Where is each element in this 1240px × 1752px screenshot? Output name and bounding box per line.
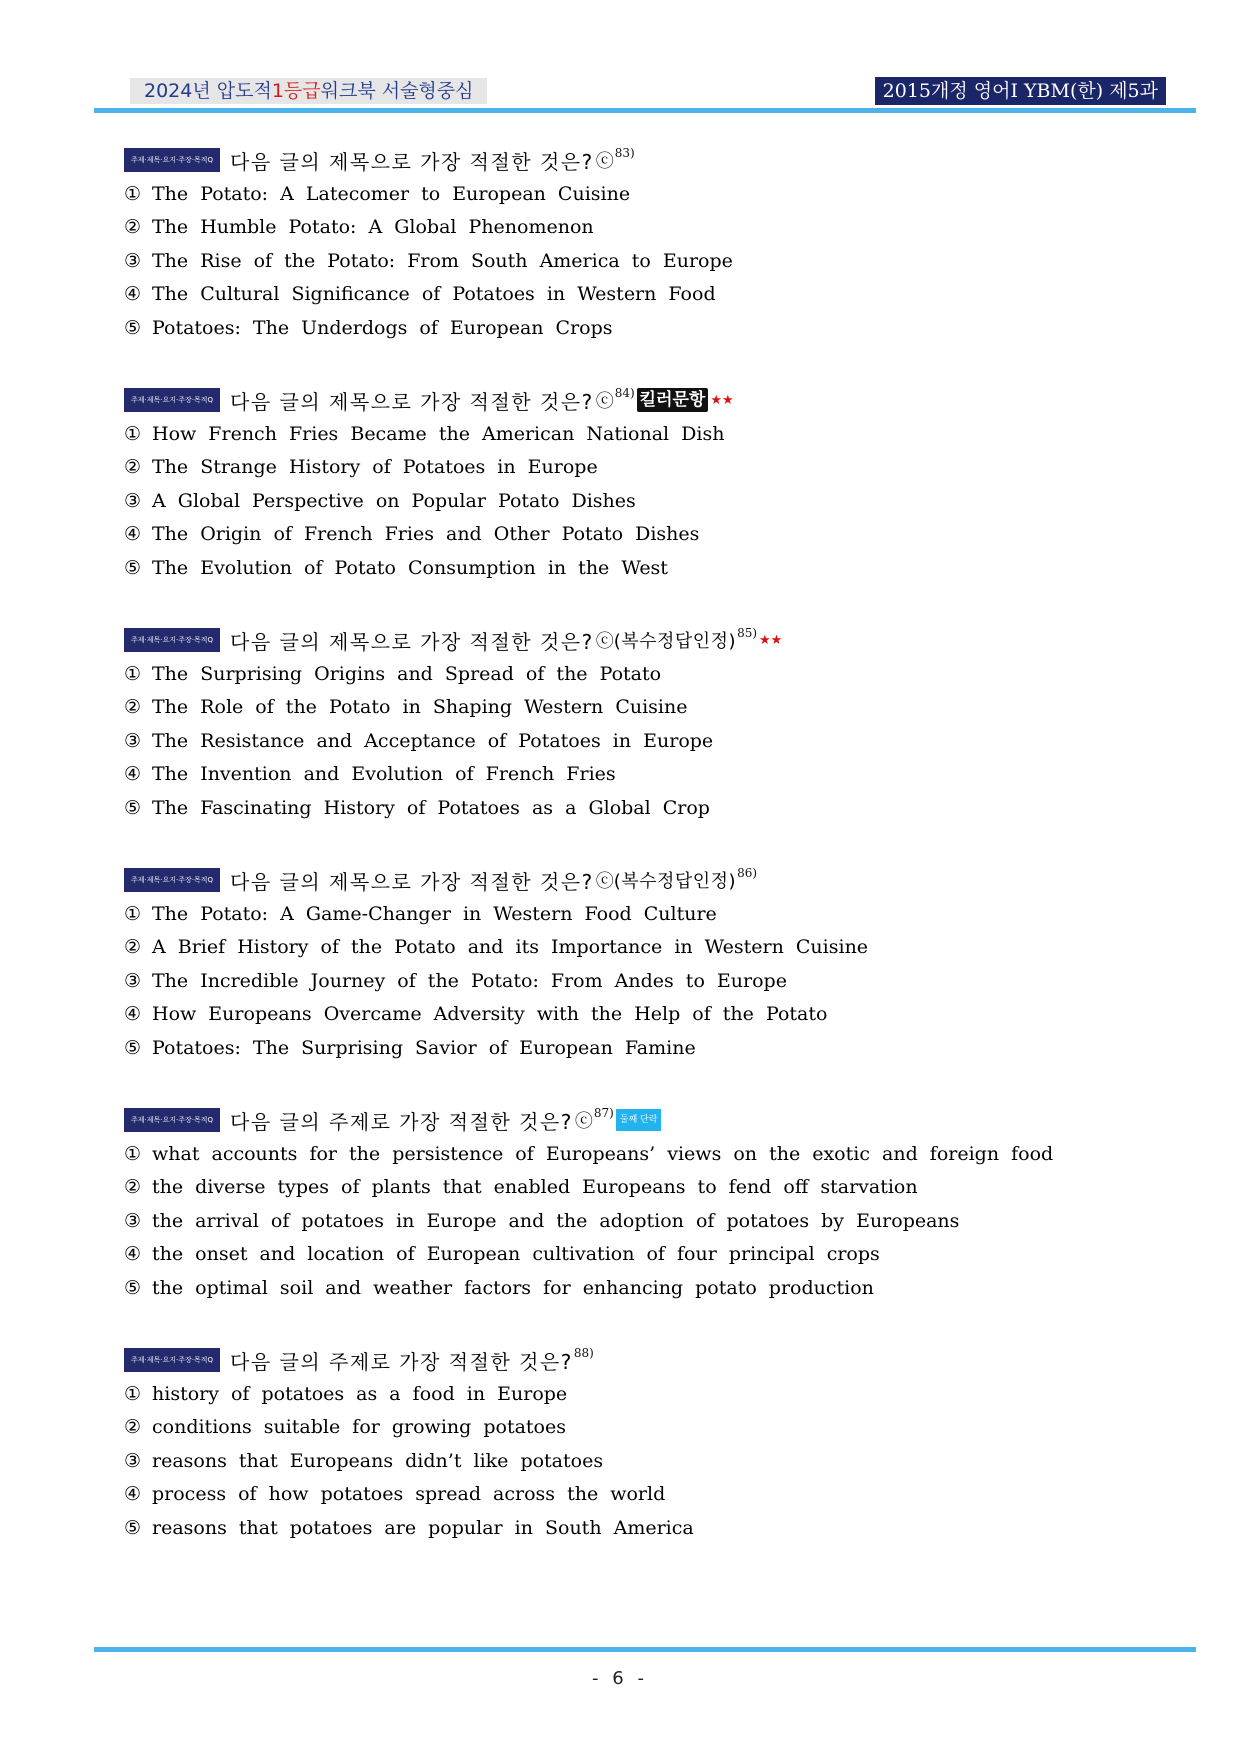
option-number: ① — [124, 902, 142, 925]
option-number: ⑤ — [124, 796, 142, 819]
option-number: ① — [124, 182, 142, 205]
option-number: ③ — [124, 969, 142, 992]
footnote-ref: 85) — [737, 626, 758, 640]
option-text: The Role of the Potato in Shaping Western Cuisine — [152, 696, 688, 719]
answer-option — [124, 551, 1174, 585]
option-number: ④ — [124, 1003, 142, 1026]
page-number: - 6 - — [592, 1668, 648, 1689]
option-text: the onset and location of European cultivation of four principal crops — [152, 1243, 880, 1266]
option-text: The Potato: A Game-Changer in Western Food Culture — [152, 902, 717, 925]
option-text: conditions suitable for growing potatoes — [152, 1416, 566, 1439]
difficulty-stars: ★★ — [759, 632, 783, 648]
option-number: ⑤ — [124, 1276, 142, 1299]
option-text: Potatoes: The Surprising Savior of European Famine — [152, 1036, 696, 1059]
question-block — [124, 623, 1174, 863]
option-number: ① — [124, 1142, 142, 1165]
answer-option — [124, 897, 1174, 931]
option-number: ② — [124, 1176, 142, 1199]
course-label: 2015개정 영어Ⅰ YBM(한) 제5과 — [875, 77, 1166, 105]
question-prompt: 다음 글의 제목으로 가장 적절한 것은? — [230, 629, 594, 654]
question-prompt: 다음 글의 주제로 가장 적절한 것은? — [230, 1349, 573, 1374]
workbook-title-suffix: 워크북 서술형중심 — [320, 80, 474, 102]
option-number: ⑤ — [124, 1036, 142, 1059]
question-prompt: 다음 글의 제목으로 가장 적절한 것은? — [230, 389, 594, 414]
question-header — [124, 143, 1174, 177]
option-text: A Brief History of the Potato and its Importance in Western Cuisine — [152, 936, 869, 959]
question-note: (복수정답인정) — [613, 871, 737, 892]
difficulty-stars: ★★ — [710, 392, 734, 408]
answer-option — [124, 177, 1174, 211]
option-text: A Global Perspective on Popular Potato Dishes — [152, 489, 636, 512]
answer-option — [124, 964, 1174, 998]
question-block — [124, 1103, 1174, 1343]
question-block — [124, 1343, 1174, 1583]
question-prompt: 다음 글의 주제로 가장 적절한 것은? — [230, 1109, 573, 1134]
answer-option — [124, 211, 1174, 245]
question-header — [124, 1343, 1174, 1377]
option-number: ① — [124, 422, 142, 445]
answer-option — [124, 278, 1174, 312]
option-number: ③ — [124, 1449, 142, 1472]
question-block — [124, 383, 1174, 623]
answer-option — [124, 484, 1174, 518]
answer-option — [124, 998, 1174, 1032]
option-number: ⑤ — [124, 1516, 142, 1539]
answer-option — [124, 724, 1174, 758]
option-text: The Potato: A Latecomer to European Cuisine — [152, 182, 631, 205]
option-number: ① — [124, 1382, 142, 1405]
question-mark: ⓒ — [595, 631, 614, 652]
question-header — [124, 623, 1174, 657]
footnote-ref: 84) — [614, 386, 635, 400]
answer-option — [124, 518, 1174, 552]
option-text: reasons that potatoes are popular in South America — [152, 1516, 694, 1539]
option-text: history of potatoes as a food in Europe — [152, 1382, 568, 1405]
answer-option — [124, 311, 1174, 345]
option-number: ③ — [124, 249, 142, 272]
question-note: (복수정답인정) — [613, 631, 737, 652]
question-header — [124, 1103, 1174, 1137]
option-text: the optimal soil and weather factors for enhancing potato production — [152, 1276, 874, 1299]
answer-option — [124, 1204, 1174, 1238]
answer-option — [124, 758, 1174, 792]
answer-option — [124, 931, 1174, 965]
option-text: The Strange History of Potatoes in Europe — [152, 456, 598, 479]
question-mark: ⓒ — [574, 1111, 593, 1132]
option-number: ④ — [124, 1243, 142, 1266]
option-number: ① — [124, 662, 142, 685]
question-header — [124, 383, 1174, 417]
workbook-title-prefix: 2024년 압도적 — [144, 80, 272, 102]
answer-option — [124, 657, 1174, 691]
answer-option — [124, 1031, 1174, 1065]
option-text: The Surprising Origins and Spread of the Potato — [152, 662, 662, 685]
question-mark: ⓒ — [595, 391, 614, 412]
option-text: The Evolution of Potato Consumption in the West — [152, 556, 668, 579]
option-number: ⑤ — [124, 556, 142, 579]
question-type-badge: 주제·제목·요지·주장·목적Q — [124, 628, 220, 652]
option-text: the arrival of potatoes in Europe and the adoption of potatoes by Europeans — [152, 1209, 960, 1232]
answer-option — [124, 1444, 1174, 1478]
option-text: process of how potatoes spread across the world — [152, 1483, 666, 1506]
question-type-badge: 주제·제목·요지·주장·목적Q — [124, 388, 220, 412]
question-list — [124, 143, 1174, 1583]
answer-options — [124, 657, 1174, 825]
answer-option — [124, 1377, 1174, 1411]
option-text: Potatoes: The Underdogs of European Crops — [152, 316, 613, 339]
option-text: The Incredible Journey of the Potato: From Andes to Europe — [152, 969, 787, 992]
header-rule — [94, 108, 1196, 113]
option-number: ② — [124, 216, 142, 239]
answer-option — [124, 1238, 1174, 1272]
answer-option — [124, 451, 1174, 485]
question-type-badge: 주제·제목·요지·주장·목적Q — [124, 148, 220, 172]
answer-option — [124, 1171, 1174, 1205]
answer-option — [124, 1478, 1174, 1512]
killer-badge: 킬러문항 — [637, 388, 709, 412]
answer-option — [124, 791, 1174, 825]
question-type-badge: 주제·제목·요지·주장·목적Q — [124, 868, 220, 892]
answer-options — [124, 1137, 1174, 1305]
answer-option — [124, 1271, 1174, 1305]
question-type-badge: 주제·제목·요지·주장·목적Q — [124, 1348, 220, 1372]
answer-options — [124, 1377, 1174, 1545]
option-number: ② — [124, 936, 142, 959]
option-number: ③ — [124, 729, 142, 752]
paragraph-tag: 둘째 단락 — [616, 1109, 662, 1131]
option-number: ② — [124, 696, 142, 719]
option-text: The Cultural Significance of Potatoes in Western Food — [152, 283, 716, 306]
option-text: The Rise of the Potato: From South America to Europe — [152, 249, 733, 272]
option-number: ③ — [124, 1209, 142, 1232]
option-text: The Humble Potato: A Global Phenomenon — [152, 216, 594, 239]
option-number: ⑤ — [124, 316, 142, 339]
answer-option — [124, 1511, 1174, 1545]
option-number: ④ — [124, 763, 142, 786]
question-block — [124, 863, 1174, 1103]
workbook-title — [130, 78, 487, 104]
option-text: reasons that Europeans didn’t like potatoes — [152, 1449, 604, 1472]
option-text: The Origin of French Fries and Other Potato Dishes — [152, 523, 700, 546]
option-text: The Fascinating History of Potatoes as a Global Crop — [152, 796, 710, 819]
question-mark: ⓒ — [595, 151, 614, 172]
answer-option — [124, 244, 1174, 278]
footnote-ref: 83) — [614, 146, 635, 160]
question-block — [124, 143, 1174, 383]
option-text: How Europeans Overcame Adversity with the Help of the Potato — [152, 1003, 828, 1026]
answer-options — [124, 897, 1174, 1065]
question-mark: ⓒ — [595, 871, 614, 892]
footnote-ref: 87) — [593, 1106, 614, 1120]
workbook-title-highlight: 1등급 — [271, 80, 321, 102]
question-type-badge: 주제·제목·요지·주장·목적Q — [124, 1108, 220, 1132]
question-header — [124, 863, 1174, 897]
footer-rule — [94, 1647, 1196, 1652]
question-prompt: 다음 글의 제목으로 가장 적절한 것은? — [230, 869, 594, 894]
question-prompt: 다음 글의 제목으로 가장 적절한 것은? — [230, 149, 594, 174]
answer-options — [124, 417, 1174, 585]
option-text: The Resistance and Acceptance of Potatoes in Europe — [152, 729, 714, 752]
answer-option — [124, 1137, 1174, 1171]
footnote-ref: 86) — [737, 866, 758, 880]
answer-option — [124, 417, 1174, 451]
answer-option — [124, 691, 1174, 725]
option-number: ④ — [124, 523, 142, 546]
footnote-ref: 88) — [573, 1346, 594, 1360]
option-number: ② — [124, 1416, 142, 1439]
option-number: ④ — [124, 1483, 142, 1506]
option-number: ③ — [124, 489, 142, 512]
option-number: ② — [124, 456, 142, 479]
option-text: How French Fries Became the American National Dish — [152, 422, 725, 445]
option-text: the diverse types of plants that enabled Europeans to fend off starvation — [152, 1176, 918, 1199]
option-text: what accounts for the persistence of Europeans’ views on the exotic and foreign food — [152, 1142, 1054, 1165]
option-text: The Invention and Evolution of French Fries — [152, 763, 616, 786]
answer-option — [124, 1411, 1174, 1445]
answer-options — [124, 177, 1174, 345]
option-number: ④ — [124, 283, 142, 306]
